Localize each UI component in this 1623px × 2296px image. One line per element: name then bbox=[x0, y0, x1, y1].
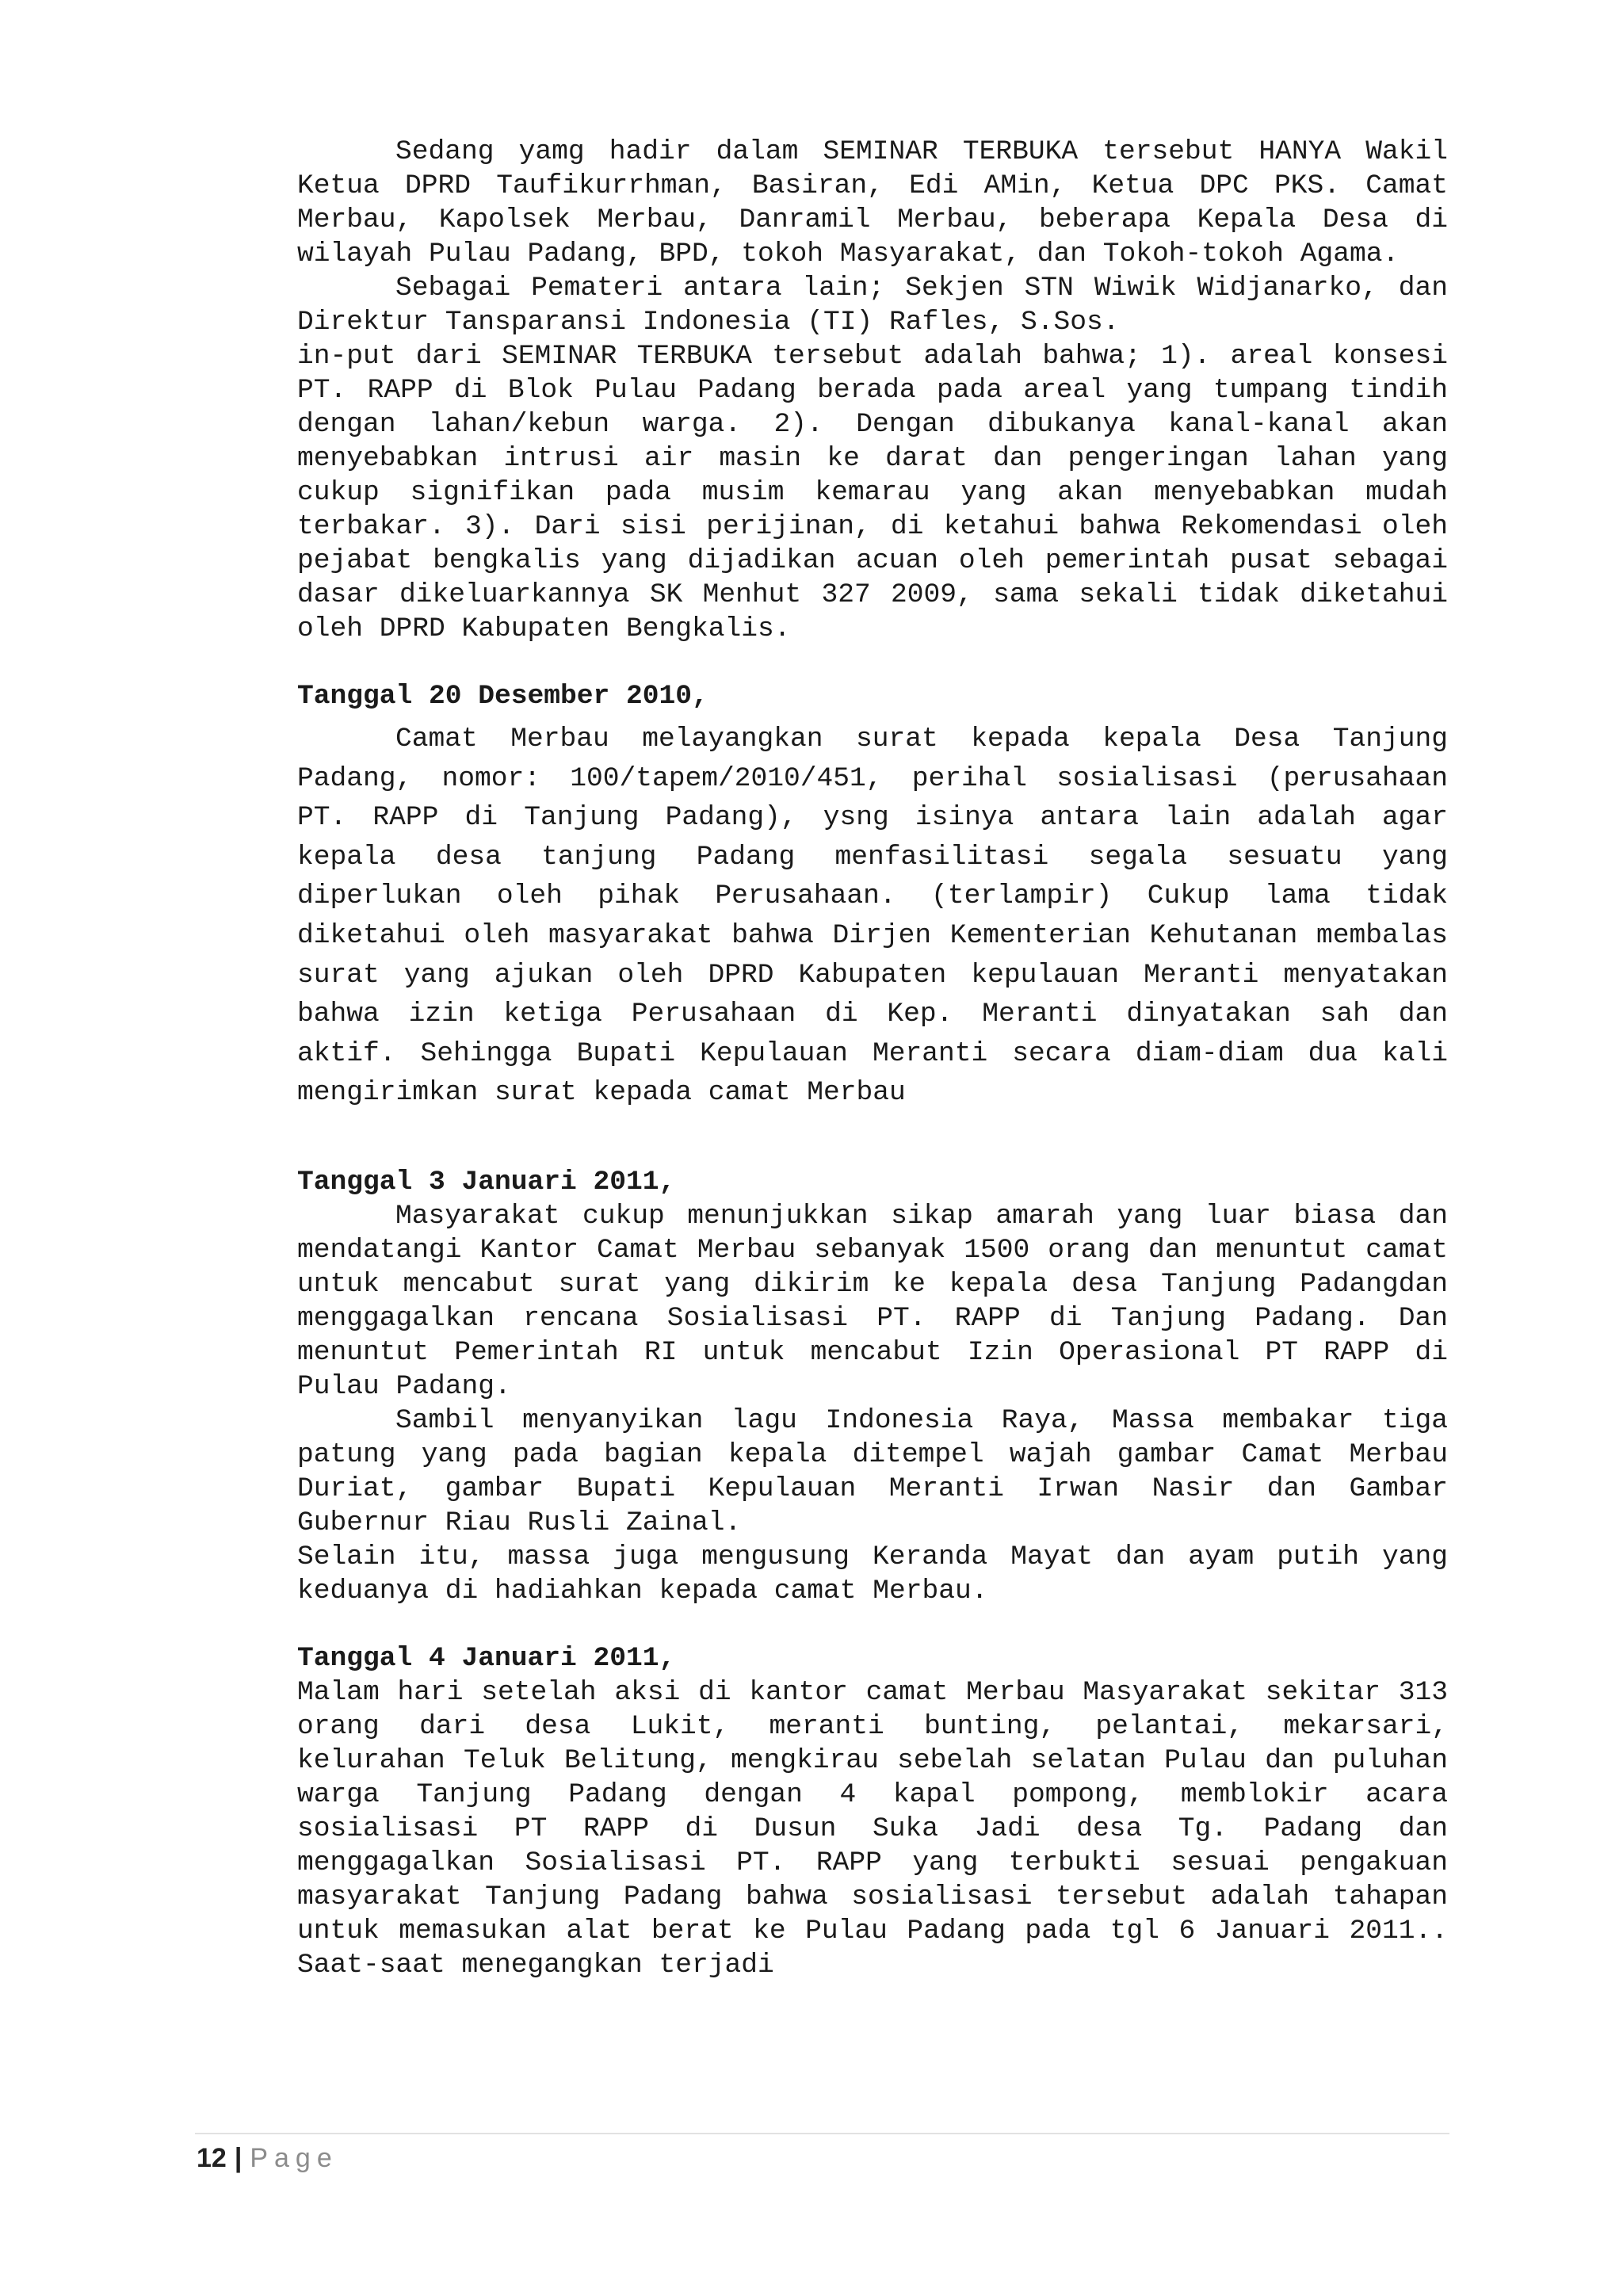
heading-20-desember-2010: Tanggal 20 Desember 2010, bbox=[297, 681, 708, 712]
page-footer bbox=[197, 2138, 338, 2178]
heading-4-januari-2011: Tanggal 4 Januari 2011, bbox=[297, 1642, 676, 1674]
page-number: 12 bbox=[197, 2143, 227, 2173]
paragraph-effigy-burning: Sambil menyanyikan lagu Indonesia Raya, Massa membakar tiga patung yang pada bagian kepala ditempel wajah gambar Camat Merbau Duriat, gambar Bupati Kepulauan Meranti Irwan Nasir dan Gambar Gubernur Riau Rusli Zainal. bbox=[297, 1404, 1448, 1538]
paragraph-seminar-attendees: Sedang yamg hadir dalam SEMINAR TERBUKA tersebut HANYA Wakil Ketua DPRD Taufikurrhman, Basiran, Edi AMin, Ketua DPC PKS. Camat Merbau, Kapolsek Merbau, Danramil Merbau, beberapa Kepala Desa di wilayah Pulau Padang, BPD, tokoh Masyarakat, dan Tokoh-tokoh Agama. bbox=[297, 136, 1448, 269]
footer-divider bbox=[195, 2133, 1449, 2134]
footer-separator: | bbox=[234, 2143, 242, 2173]
heading-3-januari-2011: Tanggal 3 Januari 2011, bbox=[297, 1166, 676, 1198]
paragraph-coffin-gift: Selain itu, massa juga mengusung Keranda Mayat dan ayam putih yang keduanya di hadiahkan kepada camat Merbau. bbox=[297, 1541, 1448, 1606]
paragraph-seminar-speakers: Sebagai Pemateri antara lain; Sekjen STN Wiwik Widjanarko, dan Direktur Tansparansi Indonesia (TI) Rafles, S.Sos. bbox=[297, 273, 1448, 338]
page-label: Page bbox=[250, 2143, 338, 2173]
paragraph-camat-letter: Camat Merbau melayangkan surat kepada kepala Desa Tanjung Padang, nomor: 100/tapem/2010/451, perihal sosialisasi (perusahaan PT. RAPP di Tanjung Padang), ysng isinya antara lain adalah agar kepala desa tanjung Padang menfasilitasi segala sesuatu yang diperlukan oleh pihak Perusahaan. (terlampir) Cukup lama tidak diketahui oleh masyarakat bahwa Dirjen Kementerian Kehutanan membalas surat yang ajukan oleh DPRD Kabupaten kepulauan Meranti menyatakan bahwa izin ketiga Perusahaan di Kep. Meranti dinyatakan sah dan aktif. Sehingga Bupati Kepulauan Meranti secara diam-diam dua kali mengirimkan surat kepada camat Merbau bbox=[297, 724, 1448, 1109]
paragraph-blockade: Malam hari setelah aksi di kantor camat Merbau Masyarakat sekitar 313 orang dari desa Lukit, meranti bunting, pelantai, mekarsari, kelurahan Teluk Belitung, mengkirau sebelah selatan Pulau dan puluhan warga Tanjung Padang dengan 4 kapal pompong, memblokir acara sosialisasi PT RAPP di Dusun Suka Jadi desa Tg. Padang dan menggagalkan Sosialisasi PT. RAPP yang terbukti sesuai pengakuan masyarakat Tanjung Padang bahwa sosialisasi tersebut adalah tahapan untuk memasukan alat berat ke Pulau Padang pada tgl 6 Januari 2011.. Saat-saat menegangkan terjadi bbox=[297, 1676, 1448, 1981]
document-body bbox=[297, 135, 1448, 1982]
paragraph-seminar-input: in-put dari SEMINAR TERBUKA tersebut adalah bahwa; 1). areal konsesi PT. RAPP di Blok Pulau Padang berada pada areal yang tumpang tindih dengan lahan/kebun warga. 2). Dengan dibukanya kanal-kanal akan menyebabkan intrusi air masin ke darat dan pengeringan lahan yang cukup signifikan pada musim kemarau yang akan menyebabkan mudah terbakar. 3). Dari sisi perijinan, di ketahui bahwa Rekomendasi oleh pejabat bengkalis yang dijadikan acuan oleh pemerintah pusat sebagai dasar dikeluarkannya SK Menhut 327 2009, sama sekali tidak diketahui oleh DPRD Kabupaten Bengkalis. bbox=[297, 341, 1448, 644]
paragraph-mass-protest: Masyarakat cukup menunjukkan sikap amarah yang luar biasa dan mendatangi Kantor Camat Merbau sebanyak 1500 orang dan menuntut camat untuk mencabut surat yang dikirim ke kepala desa Tanjung Padangdan menggagalkan rencana Sosialisasi PT. RAPP di Tanjung Padang. Dan menuntut Pemerintah RI untuk mencabut Izin Operasional PT RAPP di Pulau Padang. bbox=[297, 1200, 1448, 1402]
